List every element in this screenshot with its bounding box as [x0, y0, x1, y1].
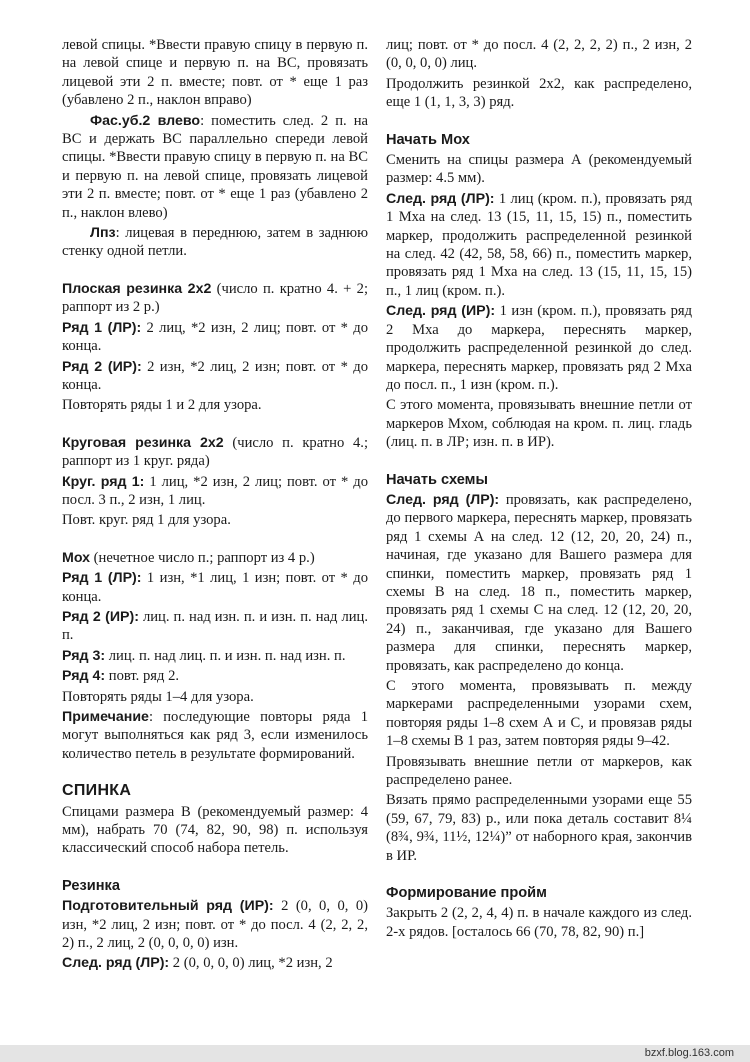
circ-rib-note: (число п. кратно 4.; раппорт из 1 круг. ряда) — [62, 434, 368, 470]
flat-rib-note: (число п. кратно 4. + 2; раппорт из 2 р.) — [62, 280, 368, 316]
circ-rib-repeat: Повт. круг. ряд 1 для узора. — [62, 512, 231, 529]
charts-section — [386, 471, 692, 489]
moss-row-1-text: 1 изн, *1 лиц, 1 изн; повт. от * до конца. — [62, 570, 368, 605]
moss-row-1 — [62, 569, 368, 606]
flat-rib-row-1-label: Ряд 1 (ЛР): — [62, 319, 142, 336]
flat-rib-row-2 — [62, 358, 368, 395]
moss-note: (нечетное число п.; раппорт из 4 р.) — [90, 549, 315, 566]
charts-row — [386, 491, 692, 675]
moss-row-3-label: Ряд 3: — [62, 647, 106, 664]
next-row-label: След. ряд (ЛР): — [62, 955, 170, 972]
right-column — [386, 36, 692, 941]
continue-rib: Продолжить резинкой 2x2, как распределено, еще 1 (1, 1, 3, 3) ряд. — [386, 75, 692, 111]
charts-row-text: провязать, как распределено, до первого маркера, переснять маркер, провязать ряд 1 схемы А на след. 12 (12, 20, 20, 24) п., начиная, где указано для Вашего размера для спинки, поместить маркер, провязать ряд 1 схемы В на след. 18 п., поместить маркер, провязать ряд 1 схемы С на след. 12 (12, 20, 20, 24) п., заканчивая, где указано для Вашего размера для спинки, переснять маркер, провязать, как распределено до конца. — [386, 491, 692, 674]
flat-rib-title: Плоская резинка 2x2 — [62, 280, 212, 297]
moss-from-now: С этого момента, провязывать внешние петли от маркеров Мхом, соблюдая на кром. п. лиц. гладь (лиц. п. в ЛР; изн. п. в ИР). — [386, 397, 692, 451]
fas-decrease-left-definition — [62, 112, 368, 222]
note — [62, 708, 368, 763]
paragraph-left-continued: левой спицы. *Ввести правую спицу в первую п. на левой спице и первую п. на ВС, провязать лицевой эти 2 п. вместе; повт. от * еще 1 раз (убавлено 2 п., наклон вправо) — [62, 37, 368, 109]
circ-rib-title: Круговая резинка 2x2 — [62, 434, 224, 451]
flat-rib-repeat: Повторять ряды 1 и 2 для узора. — [62, 397, 262, 414]
armhole-section — [386, 884, 692, 902]
flat-rib-row-1-text: 2 лиц, *2 изн, 2 лиц; повт. от * до конца. — [62, 319, 368, 355]
moss-row-4 — [62, 667, 368, 685]
moss-start-text: Сменить на спицы размера А (рекомендуемый размер: 4.5 мм). — [386, 152, 692, 187]
moss-start-title: Начать Мох — [386, 131, 470, 148]
charts-title: Начать схемы — [386, 471, 488, 488]
moss-row-3 — [62, 647, 368, 665]
circ-rib-row-1 — [62, 473, 368, 510]
watermark: bzxf.blog.163.com — [644, 1047, 734, 1059]
moss-row-rs — [386, 190, 692, 300]
rib-row-continued: лиц; повт. от * до посл. 4 (2, 2, 2, 2) п., 2 изн, 2 (0, 0, 0, 0) лиц. — [386, 37, 692, 72]
prep-row-label: Подготовительный ряд (ИР): — [62, 898, 274, 915]
moss-row-ws-label: След. ряд (ИР): — [386, 303, 496, 320]
moss-row-2-text: лиц. п. над изн. п. и изн. п. над лиц. п. — [62, 608, 369, 644]
fas-text: : поместить след. 2 п. на ВС и держать ВС параллельно спереди левой спицы. *Ввести правую спицу в первую п. на ВС и первую п. на левой спице, провязать лицевой эти 2 п. вместе; повт. от * еще 1 раз (убавлено 2 п., наклон влево) — [62, 112, 369, 221]
moss-start-section — [386, 131, 692, 149]
back-text: Спицами размера В (рекомендуемый размер: 4 мм), набрать 70 (74, 82, 90, 98) п. используя классический способ набора петель. — [62, 803, 368, 857]
lpz-term: Лпз — [90, 225, 116, 242]
flat-rib-row-2-text: 2 изн, *2 лиц, 2 изн; повт. от * до конца. — [62, 358, 368, 393]
moss-header — [62, 549, 368, 567]
prep-row-text: 2 (0, 0, 0, 0) изн, *2 лиц, 2 изн; повт. от * до посл. 4 (2, 2, 2, 2) п., 2 лиц, 2 (0, 0, 0, 0) изн. — [62, 898, 368, 952]
prep-row — [62, 897, 368, 952]
armhole-title: Формирование пройм — [386, 885, 547, 902]
footer-bar — [0, 1045, 750, 1062]
circ-rib-row-1-label: Круг. ряд 1: — [62, 473, 145, 490]
note-text: : последующие повторы ряда 1 могут выполняться как ряд 3, если изменилось количество петель в результате формирований. — [62, 709, 368, 762]
moss-row-4-label: Ряд 4: — [62, 668, 106, 685]
charts-from-now: С этого момента, провязывать п. между маркерами распределенными узорами схем, повторяя ряды 1–8 схем А и С, и провязав ряды 1–8 схемы В 1 раз, затем повторяя ряды 9–42. — [386, 678, 692, 750]
moss-row-rs-text: 1 лиц (кром. п.), провязать ряд 1 Мха на след. 13 (15, 11, 15, 15) п., поместить маркер, продолжить распределенной резинкой на след. 42 (42, 58, 58, 66) п., поместить маркер, провязать ряд 1 Мха на след. 13 (15, 11, 15, 15) п., 1 лиц (кром. п.). — [386, 190, 692, 299]
rib-section — [62, 877, 368, 895]
moss-title: Мох — [62, 549, 91, 566]
circ-rib-header — [62, 434, 368, 471]
moss-repeat: Повторять ряды 1–4 для узора. — [62, 688, 254, 705]
moss-row-2-label: Ряд 2 (ИР): — [62, 608, 139, 625]
next-row — [62, 954, 368, 972]
back-section — [62, 782, 368, 800]
moss-row-1-label: Ряд 1 (ЛР): — [62, 570, 142, 587]
lpz-definition — [62, 224, 368, 261]
lpz-text: : лицевая в переднюю, затем в заднюю стенку одной петли. — [62, 225, 368, 260]
flat-rib-row-1 — [62, 319, 368, 356]
moss-row-ws-text: 1 изн (кром. п.), провязать ряд 2 Мха до маркера, переснять маркер, продолжить распределенной резинкой до след. маркера, переснять маркер, провязать ряд 2 Мха до посл. п., 1 изн (кром. п.). — [386, 303, 693, 393]
moss-row-rs-label: След. ряд (ЛР): — [386, 190, 495, 207]
rib-title: Резинка — [62, 877, 120, 894]
moss-row-ws — [386, 302, 692, 394]
left-column — [62, 36, 368, 973]
armhole-text: Закрыть 2 (2, 2, 4, 4) п. в начале каждого из след. 2-х рядов. [осталось 66 (70, 78, 82, 90) п.] — [386, 905, 692, 940]
knit-straight: Вязать прямо распределенными узорами еще 55 (59, 67, 79, 83) р., или пока деталь составит 8¼ (8¾, 9¾, 11½, 12¼)” от наборного края, закончив в ИР. — [386, 792, 692, 864]
flat-rib-header — [62, 280, 368, 317]
moss-row-4-text: повт. ряд 2. — [105, 668, 180, 685]
fas-term: Фас.уб.2 влево — [90, 112, 201, 129]
flat-rib-row-2-label: Ряд 2 (ИР): — [62, 358, 142, 375]
circ-rib-row-1-text: 1 лиц, *2 изн, 2 лиц; повт. от * до посл. 3 п., 2 изн, 1 лиц. — [62, 473, 368, 508]
outer-loops: Провязывать внешние петли от маркеров, как распределено ранее. — [386, 753, 692, 789]
moss-row-2 — [62, 608, 368, 645]
moss-row-3-text: лиц. п. над лиц. п. и изн. п. над изн. п. — [105, 647, 346, 664]
note-label: Примечание — [62, 709, 149, 725]
charts-row-label: След. ряд (ЛР): — [386, 491, 500, 508]
next-row-text: 2 (0, 0, 0, 0) лиц, *2 изн, 2 — [169, 955, 333, 972]
back-title: СПИНКА — [62, 782, 132, 800]
